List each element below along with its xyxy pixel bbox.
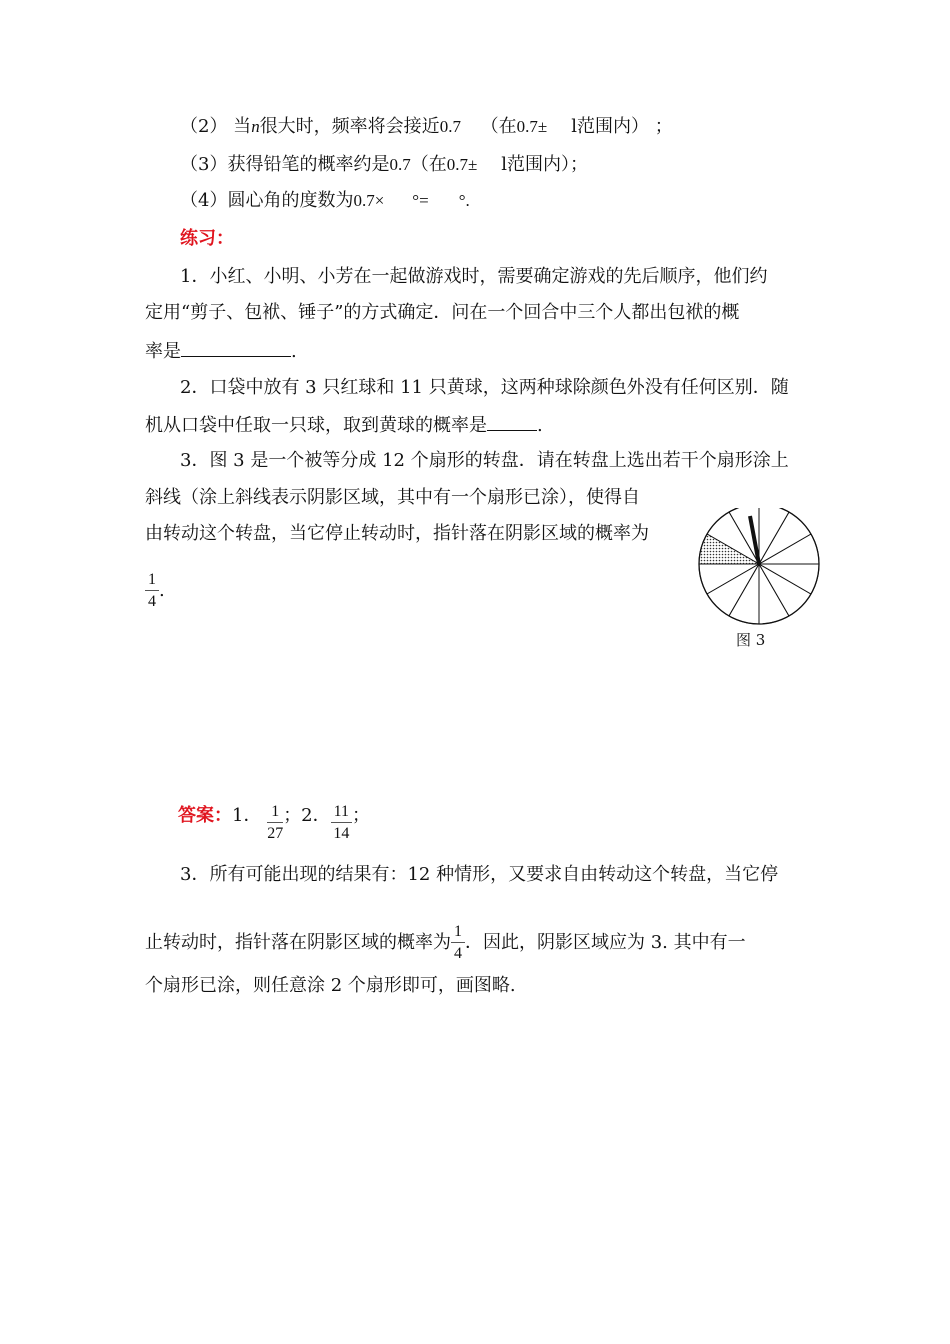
q2-line2-prefix: 机从口袋中任取一只球，取到黄球的概率是	[145, 415, 487, 436]
q3-line3: 由转动这个转盘，当它停止转动时，指针落在阴影区域的概率为	[145, 523, 649, 544]
answer1-fraction	[267, 804, 283, 842]
answer3-fraction	[451, 924, 465, 962]
item2-var: n	[251, 117, 260, 136]
answer3-line2-suffix: ．因此，阴影区域应为 3. 其中有一	[465, 932, 746, 953]
q3-line2: 斜线（涂上斜线表示阴影区域，其中有一个扇形已涂），使得自	[145, 487, 640, 508]
item3-range-value: 0.7±	[446, 155, 478, 174]
q3-fraction-denominator: 4	[148, 593, 156, 610]
answer-end: ；	[352, 805, 371, 826]
q2-answer-blank	[487, 412, 537, 431]
q2-line1: 2．口袋中放有 3 只红球和 11 只黄球，这两种球除颜色外没有任何区别．随	[180, 377, 789, 398]
q1-line1: 1．小红、小明、小芳在一起做游戏时，需要确定游戏的先后顺序，他们约	[180, 266, 768, 287]
answer3-fraction-denominator: 4	[454, 945, 462, 962]
item3-range-tail: l范围内）；	[501, 154, 589, 175]
item2-value: 0.7	[439, 117, 461, 136]
item3-prefix: （3）获得铅笔的概率约是	[180, 154, 390, 175]
q1-line3	[145, 338, 297, 364]
answers-heading: 答案：	[178, 805, 232, 826]
answer2-numerator: 11	[331, 804, 352, 823]
answer3-line2-prefix: 止转动时，指针落在阴影区域的概率为	[145, 932, 451, 953]
item2-range-open: （在	[480, 116, 517, 137]
q2-line2-suffix: .	[537, 415, 543, 436]
answer3-line1: 3．所有可能出现的结果有：12 种情形，又要求自由转动这个转盘，当它停	[180, 864, 779, 885]
q2-line2	[145, 412, 543, 438]
q3-line4	[145, 572, 165, 610]
q1-line2: 定用“剪子、包袱、锤子”的方式确定．问在一个回合中三个人都出包袱的概	[145, 302, 740, 323]
q1-answer-blank	[181, 338, 291, 357]
item2-range-value: 0.7±	[516, 117, 548, 136]
q1-line3-prefix: 率是	[145, 341, 181, 362]
answer3-fraction-numerator: 1	[451, 924, 465, 943]
item4-deg1: °=	[412, 191, 429, 210]
answer-item-4	[180, 189, 470, 213]
item3-range-open: （在	[410, 154, 447, 175]
answer-item-3	[180, 153, 588, 177]
item4-prefix: （4）圆心角的度数为	[180, 190, 354, 211]
q3-line4-suffix: .	[159, 580, 165, 601]
practice-heading: 练习：	[180, 228, 234, 249]
q3-fraction-numerator: 1	[145, 572, 159, 591]
answer1-denominator: 27	[267, 825, 284, 842]
answer2-denominator: 14	[333, 825, 350, 842]
item2-text: 很大时，频率将会接近	[259, 116, 440, 137]
answer1-label: 1．	[232, 805, 262, 826]
item4-expr: 0.7×	[353, 191, 385, 210]
item2-prefix: （2） 当	[180, 116, 252, 137]
answer3-line3: 个扇形已涂，则任意涂 2 个扇形即可，画图略.	[145, 975, 516, 996]
q1-line3-suffix: .	[291, 341, 297, 362]
answer-item-2	[180, 115, 673, 139]
item2-range-tail: l范围内） ；	[571, 116, 673, 137]
answer3-line2	[145, 924, 746, 962]
q3-line1: 3．图 3 是一个被等分成 12 个扇形的转盘．请在转盘上选出若干个扇形涂上	[180, 450, 789, 471]
item3-value: 0.7	[389, 155, 411, 174]
item4-deg2: °.	[458, 191, 470, 210]
figure-caption: 图 3	[736, 631, 766, 649]
answer-separator: ；2．	[283, 805, 331, 826]
answer2-fraction	[331, 804, 352, 842]
answer1-numerator: 1	[267, 804, 283, 823]
answers-row	[178, 790, 370, 842]
q3-fraction	[145, 572, 159, 610]
